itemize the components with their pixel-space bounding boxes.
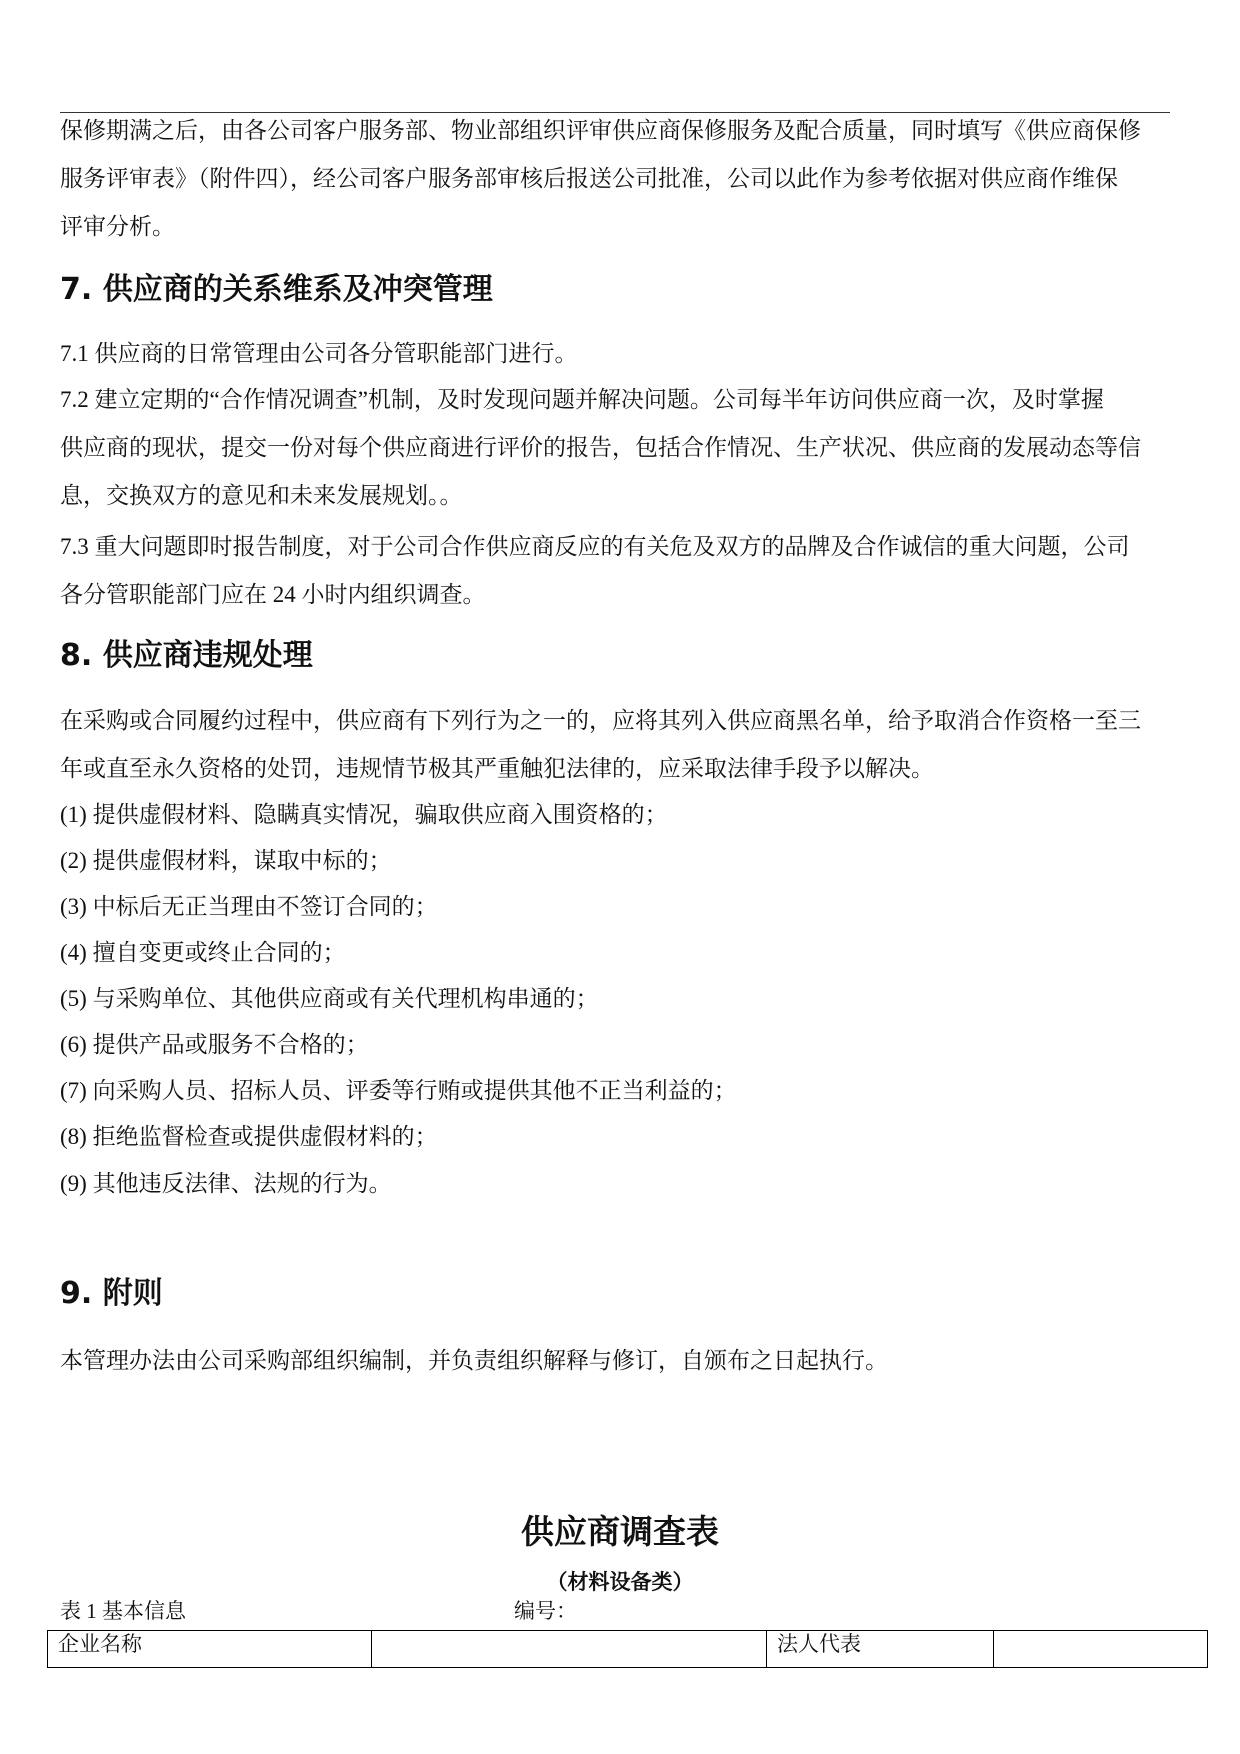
- section-8-intro: [60, 697, 1225, 793]
- violation-item-1: (1) 提供虚假材料、隐瞒真实情况，骗取供应商入围资格的；: [60, 802, 668, 827]
- form-subtitle: （材料设备类）: [546, 1570, 694, 1594]
- violation-item-3: (3) 中标后无正当理由不签订合同的；: [60, 894, 438, 919]
- section-7-1-text: 7.1 供应商的日常管理由公司各分管职能部门进行。: [60, 341, 578, 366]
- company-name-value[interactable]: [372, 1631, 767, 1668]
- table-row: [48, 1631, 1208, 1668]
- section-9-text: 本管理办法由公司采购部组织编制，并负责组织解释与修订，自颁布之日起执行。: [60, 1348, 888, 1373]
- section-7-3-paragraph: [60, 523, 1225, 619]
- section-7-2-line-3: 息，交换双方的意见和未来发展规划。。: [60, 483, 463, 508]
- intro-paragraph: [60, 107, 1225, 251]
- section-7-2-line-2: 供应商的现状，提交一份对每个供应商进行评价的报告，包括合作情况、生产状况、供应商的发展动态等信: [60, 435, 1141, 460]
- violation-item-4: (4) 擅自变更或终止合同的；: [60, 940, 346, 965]
- section-8-intro-line-2: 年或直至永久资格的处罚，违规情节极其严重触犯法律的，应采取法律手段予以解决。: [60, 756, 934, 781]
- section-8-intro-line-1: 在采购或合同履约过程中，供应商有下列行为之一的，应将其列入供应商黑名单，给予取消合作资格一至三: [60, 708, 1141, 733]
- intro-line-3: 评审分析。: [60, 214, 175, 239]
- violation-item-8: (8) 拒绝监督检查或提供虚假材料的；: [60, 1124, 438, 1149]
- intro-line-1: 保修期满之后，由各公司客户服务部、物业部组织评审供应商保修服务及配合质量，同时填写《供应商保修: [60, 118, 1141, 143]
- violation-item-7: (7) 向采购人员、招标人员、评委等行贿或提供其他不正当利益的；: [60, 1078, 737, 1103]
- basic-info-table: [47, 1630, 1208, 1668]
- legal-rep-value[interactable]: [994, 1631, 1208, 1668]
- section-7-heading: 7. 供应商的关系维系及冲突管理: [60, 272, 493, 307]
- company-name-label: 企业名称: [48, 1631, 372, 1668]
- section-7-3-line-1: 7.3 重大问题即时报告制度，对于公司合作供应商反应的有关危及双方的品牌及合作诚信的重大问题，公司: [60, 534, 1130, 559]
- section-7-2-line-1: 7.2 建立定期的“合作情况调查”机制，及时发现问题并解决问题。公司每半年访问供应商一次，及时掌握: [60, 387, 1104, 412]
- form-title: 供应商调查表: [521, 1512, 719, 1551]
- section-7-2-paragraph: [60, 376, 1225, 520]
- section-7-3-line-2: 各分管职能部门应在 24 小时内组织调查。: [60, 582, 486, 607]
- violation-item-9: (9) 其他违反法律、法规的行为。: [60, 1171, 392, 1196]
- number-label: 编号：: [514, 1599, 577, 1623]
- violation-item-2: (2) 提供虚假材料，谋取中标的；: [60, 848, 392, 873]
- section-9-heading: 9. 附则: [60, 1276, 163, 1311]
- intro-line-2: 服务评审表》（附件四），经公司客户服务部审核后报送公司批准，公司以此作为参考依据对供应商作维保: [60, 166, 1118, 191]
- table-label: 表 1 基本信息: [60, 1599, 186, 1623]
- section-8-heading: 8. 供应商违规处理: [60, 638, 313, 673]
- violation-item-5: (5) 与采购单位、其他供应商或有关代理机构串通的；: [60, 986, 599, 1011]
- legal-rep-label: 法人代表: [767, 1631, 994, 1668]
- violation-item-6: (6) 提供产品或服务不合格的；: [60, 1032, 369, 1057]
